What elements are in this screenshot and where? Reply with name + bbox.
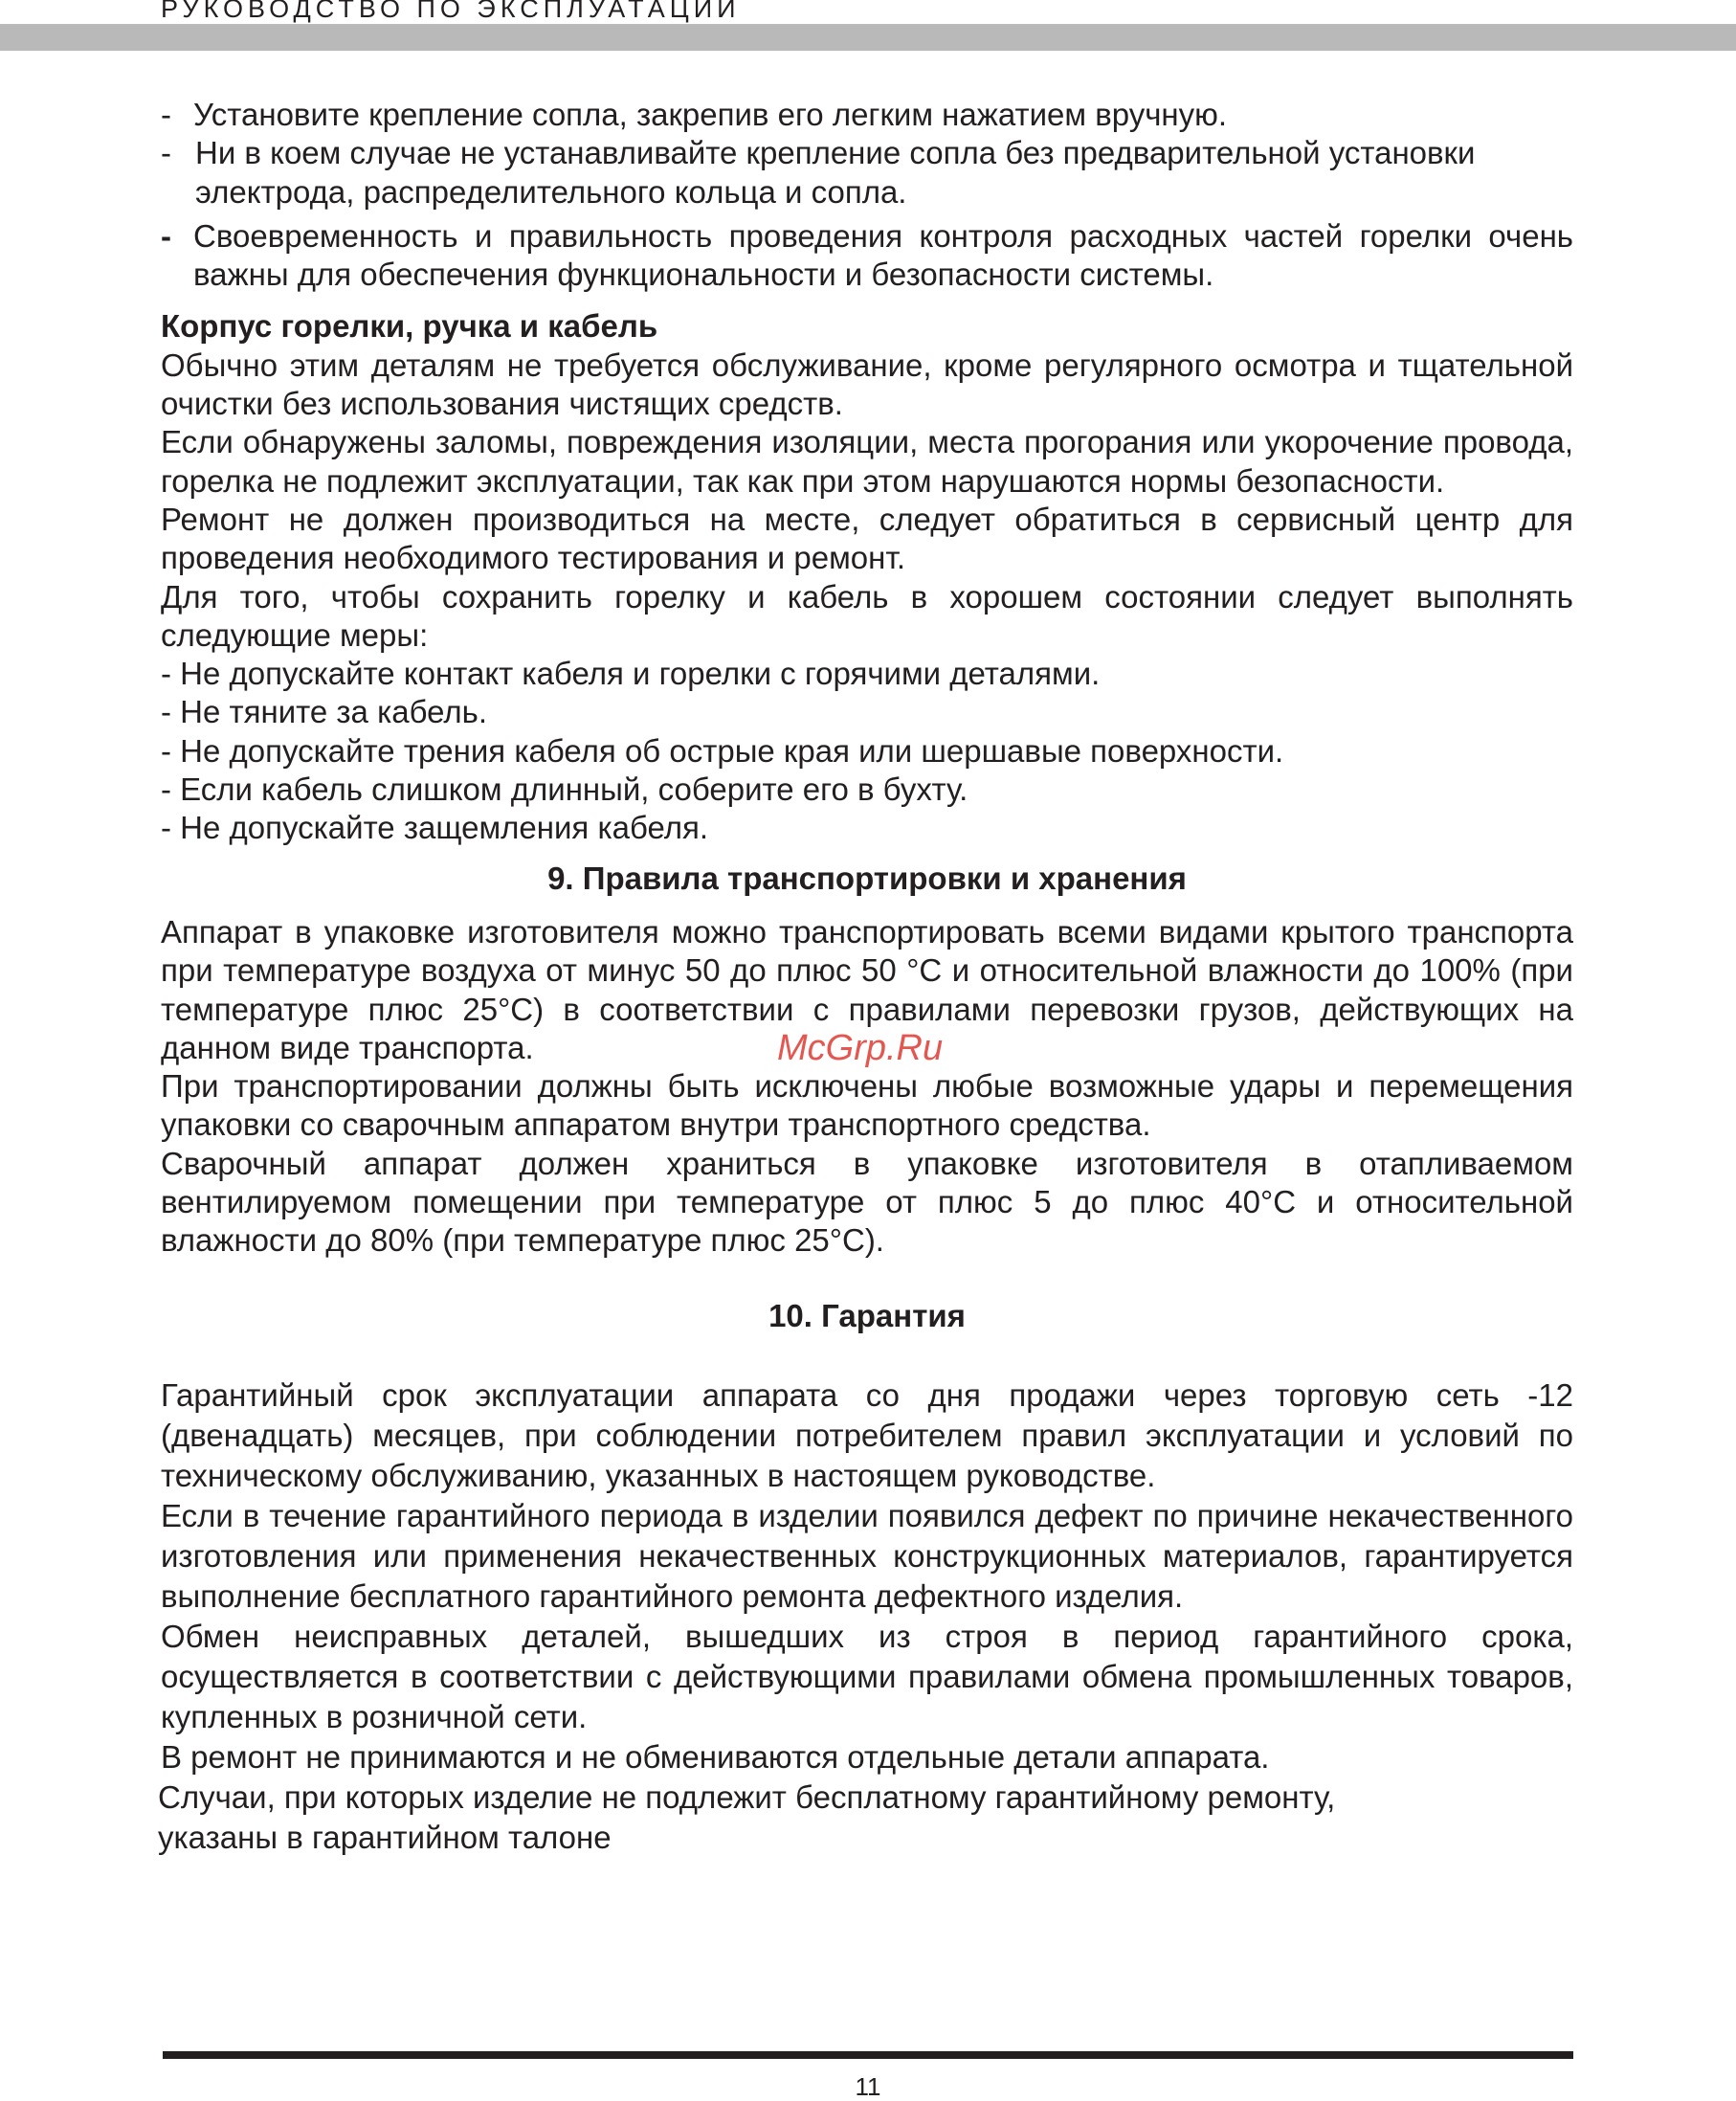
list-item: - Не допускайте защемления кабеля. [161, 810, 709, 846]
list-item: - Не допускайте контакт кабеля и горелки с горячими деталями. [161, 656, 1101, 692]
list-dash: - [161, 97, 171, 132]
running-header-title: РУКОВОДСТВО ПО ЭКСПЛУАТАЦИИ [161, 0, 741, 23]
closing-line: указаны в гарантийном талоне [158, 1819, 612, 1855]
closing-line: Случаи, при которых изделие не подлежит бесплатному гарантийному ремонту, [158, 1778, 1336, 1815]
list-item [161, 134, 1573, 212]
paragraph: Гарантийный срок эксплуатации аппарата со дня продажи через торговую сеть -12 (двенадцать) месяцев, при соблюдении потребителем правил эксплуатации и условий по техническому обслуживанию, указанных в настоящем руководстве. [161, 1376, 1573, 1493]
warranty-section [158, 1375, 1573, 1858]
page-number: 11 [855, 2072, 881, 2101]
list-item-text: Своевременность и правильность проведения контроля расходных частей горелки очень важны для обеспечения функциональности и безопасности системы. [193, 217, 1573, 293]
paragraph: В ремонт не принимаются и не обмениваются отдельные детали аппарата. [161, 1738, 1270, 1775]
section-heading-9: 9. Правила транспортировки и хранения [547, 860, 1187, 896]
measures-list [161, 655, 1573, 847]
paragraph: Сварочный аппарат должен храниться в упаковке изготовителя в отапливаемом вентилируемом помещении при температуре от плюс 5 до плюс 40°С и относительной влажности до 80% (при температуре плюс 25°С). [161, 1145, 1573, 1259]
list-item-text: Ни в коем случае не устанавливайте крепление сопла без предварительной установки электрода, распределительного кольца и сопла. [195, 135, 1476, 210]
paragraph: При транспортировании должны быть исключены любые возможные удары и перемещения упаковки со сварочным аппаратом внутри транспортного средства. [161, 1068, 1573, 1143]
list-item: - Не тяните за кабель. [161, 694, 487, 730]
paragraph: Обмен неисправных деталей, вышедших из строя в период гарантийного срока, осуществляется в соответствии с действующими правилами обмена промышленных товаров, купленных в розничной сети. [161, 1618, 1573, 1734]
paragraph: Если обнаружены заломы, повреждения изоляции, места прогорания или укорочение провода, горелка не подлежит эксплуатации, так как при этом нарушаются нормы безопасности. [161, 424, 1573, 499]
intro-list [161, 96, 1573, 294]
list-item [161, 217, 1573, 295]
list-item: - Если кабель слишком длинный, соберите его в бухту. [161, 771, 968, 808]
paragraph: Ремонт не должен производиться на месте, следует обратиться в сервисный центр для проведения необходимого тестирования и ремонт. [161, 501, 1573, 576]
paragraph: Если в течение гарантийного периода в изделии появился дефект по причине некачественного изготовления или применения некачественных конструкционных материалов, гарантируется выполнение бесплатного гарантийного ремонта дефектного изделия. [161, 1497, 1573, 1614]
list-item: - Не допускайте трения кабеля об острые края или шершавые поверхности. [161, 732, 1284, 769]
page-content [158, 96, 1573, 1858]
watermark-text: McGrp.Ru [777, 1028, 944, 1068]
paragraph: Обычно этим деталям не требуется обслуживание, кроме регулярного осмотра и тщательной очистки без использования чистящих средств. [161, 346, 1573, 422]
header-bar [0, 24, 1736, 51]
section-heading-torch: Корпус горелки, ручка и кабель [161, 308, 658, 345]
section-heading-10: 10. Гарантия [768, 1297, 966, 1333]
list-item [161, 96, 1573, 134]
paragraph: Для того, чтобы сохранить горелку и кабель в хорошем состоянии следует выполнять следующие меры: [161, 578, 1573, 653]
list-dash: - [161, 135, 171, 171]
list-item-text: Установите крепление сопла, закрепив его легким нажатием вручную. [193, 97, 1228, 132]
footer-rule [163, 2051, 1573, 2059]
paragraph: Аппарат в упаковке изготовителя можно транспортировать всеми видами крытого транспорта при температуре воздуха от минус 50 до плюс 50 °С и относительной влажности до 100% (при температуре плюс 25°С) в соответствии с правилами перевозки грузов, действующих на данном виде транспорта. [161, 913, 1573, 1065]
list-dash: - [161, 217, 171, 254]
